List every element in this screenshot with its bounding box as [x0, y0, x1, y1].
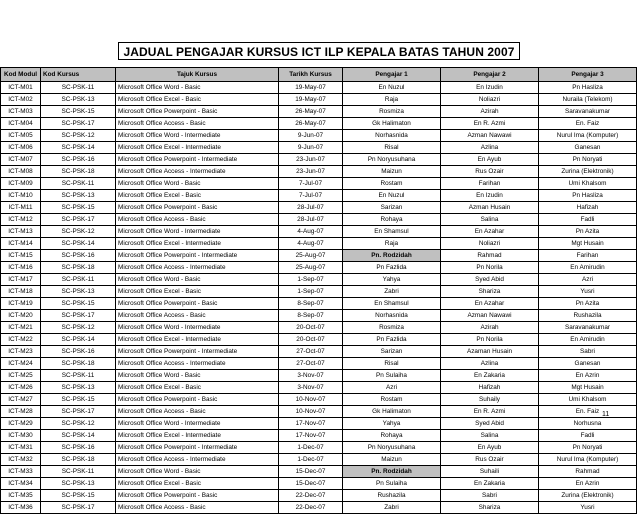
cell-kod-modul: ICT-M36: [1, 502, 41, 514]
cell-pengajar-1: Risal: [343, 142, 441, 154]
cell-tajuk-kursus: Microsoft Office Powerpoint - Basic: [116, 202, 279, 214]
cell-tarikh-kursus: 19-May-07: [279, 94, 343, 106]
cell-pengajar-3: Fadli: [539, 430, 637, 442]
table-row: [1, 226, 637, 238]
cell-pengajar-2: En Izudin: [441, 82, 539, 94]
cell-pengajar-3: Azri: [539, 274, 637, 286]
cell-pengajar-1: Rosmiza: [343, 106, 441, 118]
cell-kod-modul: ICT-M04: [1, 118, 41, 130]
cell-pengajar-3: Rushazila: [539, 310, 637, 322]
cell-pengajar-3: Umi Khalsom: [539, 394, 637, 406]
cell-tajuk-kursus: Microsoft Office Powerpoint - Basic: [116, 106, 279, 118]
cell-pengajar-1: Yahya: [343, 418, 441, 430]
cell-pengajar-1: Rushazila: [343, 490, 441, 502]
table-row: [1, 130, 637, 142]
cell-kod-kursus: SC-PSK-11: [41, 466, 116, 478]
cell-kod-kursus: SC-PSK-16: [41, 154, 116, 166]
cell-tarikh-kursus: 7-Jul-07: [279, 190, 343, 202]
cell-kod-modul: ICT-M18: [1, 286, 41, 298]
cell-tajuk-kursus: Microsoft Office Word - Intermediate: [116, 226, 279, 238]
cell-tajuk-kursus: Microsoft Office Access - Basic: [116, 310, 279, 322]
document-title: JADUAL PENGAJAR KURSUS ICT ILP KEPALA BATAS TAHUN 2007: [118, 42, 520, 60]
cell-pengajar-2: Azlina: [441, 358, 539, 370]
cell-tarikh-kursus: 25-Aug-07: [279, 262, 343, 274]
cell-kod-modul: ICT-M34: [1, 478, 41, 490]
cell-tajuk-kursus: Microsoft Office Access - Basic: [116, 502, 279, 514]
cell-pengajar-1: Yahya: [343, 274, 441, 286]
cell-kod-modul: ICT-M35: [1, 490, 41, 502]
cell-tajuk-kursus: Microsoft Office Access - Intermediate: [116, 358, 279, 370]
cell-kod-kursus: SC-PSK-18: [41, 166, 116, 178]
cell-kod-modul: ICT-M24: [1, 358, 41, 370]
cell-tajuk-kursus: Microsoft Office Excel - Intermediate: [116, 142, 279, 154]
cell-kod-kursus: SC-PSK-13: [41, 190, 116, 202]
cell-tajuk-kursus: Microsoft Office Word - Intermediate: [116, 322, 279, 334]
cell-pengajar-3: Pn Hasliza: [539, 190, 637, 202]
cell-kod-kursus: SC-PSK-14: [41, 430, 116, 442]
cell-pengajar-3: Hafizah: [539, 202, 637, 214]
page-number: 11: [602, 411, 610, 418]
cell-kod-kursus: SC-PSK-14: [41, 334, 116, 346]
cell-kod-modul: ICT-M10: [1, 190, 41, 202]
table-row: [1, 406, 637, 418]
cell-pengajar-1: Pn Sulaiha: [343, 478, 441, 490]
table-row: [1, 322, 637, 334]
cell-pengajar-1: Azri: [343, 382, 441, 394]
col-header-pengajar-1: Pengajar 1: [343, 68, 441, 82]
table-row: [1, 298, 637, 310]
cell-tarikh-kursus: 4-Aug-07: [279, 238, 343, 250]
cell-tarikh-kursus: 27-Oct-07: [279, 358, 343, 370]
cell-tarikh-kursus: 17-Nov-07: [279, 430, 343, 442]
table-row: [1, 466, 637, 478]
cell-kod-modul: ICT-M02: [1, 94, 41, 106]
cell-kod-kursus: SC-PSK-12: [41, 418, 116, 430]
cell-kod-modul: ICT-M01: [1, 82, 41, 94]
cell-pengajar-1: En Nuzul: [343, 190, 441, 202]
cell-pengajar-1: En Shamsul: [343, 298, 441, 310]
table-row: [1, 274, 637, 286]
cell-tajuk-kursus: Microsoft Office Excel - Basic: [116, 286, 279, 298]
table-row: [1, 190, 637, 202]
cell-pengajar-2: En Azahar: [441, 298, 539, 310]
cell-pengajar-1: Maizun: [343, 454, 441, 466]
cell-pengajar-2: Syed Abid: [441, 274, 539, 286]
cell-tajuk-kursus: Microsoft Office Access - Intermediate: [116, 166, 279, 178]
cell-pengajar-3: En Azrin: [539, 478, 637, 490]
cell-pengajar-3: Mgt Husain: [539, 382, 637, 394]
cell-tajuk-kursus: Microsoft Office Word - Intermediate: [116, 418, 279, 430]
cell-pengajar-2: Suhaily: [441, 394, 539, 406]
table-header-row: [1, 68, 637, 82]
cell-tajuk-kursus: Microsoft Office Access - Basic: [116, 214, 279, 226]
cell-pengajar-3: Rahmad: [539, 466, 637, 478]
cell-kod-kursus: SC-PSK-18: [41, 262, 116, 274]
cell-pengajar-3: En. Faiz: [539, 406, 637, 418]
table-row: [1, 202, 637, 214]
cell-tarikh-kursus: 10-Nov-07: [279, 406, 343, 418]
cell-tarikh-kursus: 22-Dec-07: [279, 490, 343, 502]
cell-kod-kursus: SC-PSK-11: [41, 274, 116, 286]
cell-tarikh-kursus: 10-Nov-07: [279, 394, 343, 406]
cell-tarikh-kursus: 17-Nov-07: [279, 418, 343, 430]
cell-pengajar-1: Gk Halimaton: [343, 118, 441, 130]
cell-kod-modul: ICT-M07: [1, 154, 41, 166]
cell-tajuk-kursus: Microsoft Office Excel - Intermediate: [116, 334, 279, 346]
cell-pengajar-3: Ganesan: [539, 358, 637, 370]
cell-kod-kursus: SC-PSK-14: [41, 238, 116, 250]
cell-pengajar-3: Norhusna: [539, 418, 637, 430]
cell-pengajar-1: Norhasnida: [343, 130, 441, 142]
cell-tajuk-kursus: Microsoft Office Access - Intermediate: [116, 454, 279, 466]
cell-kod-modul: ICT-M22: [1, 334, 41, 346]
cell-pengajar-1: Risal: [343, 358, 441, 370]
cell-pengajar-1: En Shamsul: [343, 226, 441, 238]
cell-pengajar-2: Azman Nawawi: [441, 310, 539, 322]
cell-pengajar-3: En. Faiz: [539, 118, 637, 130]
cell-kod-kursus: SC-PSK-17: [41, 502, 116, 514]
cell-tarikh-kursus: 1-Sep-07: [279, 286, 343, 298]
cell-pengajar-1: Norhasnida: [343, 310, 441, 322]
cell-pengajar-3: Umi Khalsom: [539, 178, 637, 190]
cell-kod-modul: ICT-M12: [1, 214, 41, 226]
cell-pengajar-1: Pn Noryusuhana: [343, 154, 441, 166]
cell-tarikh-kursus: 28-Jul-07: [279, 202, 343, 214]
table-row: [1, 118, 637, 130]
table-row: [1, 502, 637, 514]
schedule-table: [0, 67, 637, 514]
table-row: [1, 178, 637, 190]
cell-tarikh-kursus: 22-Dec-07: [279, 502, 343, 514]
cell-tajuk-kursus: Microsoft Office Powerpoint - Intermediate: [116, 442, 279, 454]
cell-pengajar-2: En Ayub: [441, 154, 539, 166]
cell-pengajar-3: Yusri: [539, 286, 637, 298]
cell-pengajar-3: Saravanakumar: [539, 106, 637, 118]
cell-pengajar-2: En Zakaria: [441, 370, 539, 382]
cell-tarikh-kursus: 26-May-07: [279, 118, 343, 130]
cell-kod-kursus: SC-PSK-11: [41, 178, 116, 190]
cell-pengajar-3: Mgt Husain: [539, 238, 637, 250]
cell-pengajar-3: Yusri: [539, 502, 637, 514]
cell-pengajar-1: Pn Fazlida: [343, 334, 441, 346]
cell-pengajar-1: Pn Fazlida: [343, 262, 441, 274]
cell-pengajar-1: Rosmiza: [343, 322, 441, 334]
cell-tarikh-kursus: 26-May-07: [279, 106, 343, 118]
cell-pengajar-2: En Ayub: [441, 442, 539, 454]
cell-pengajar-1: Pn Sulaiha: [343, 370, 441, 382]
cell-pengajar-1: Raja: [343, 238, 441, 250]
table-row: [1, 394, 637, 406]
cell-pengajar-1: Rostam: [343, 178, 441, 190]
cell-pengajar-2: En Zakaria: [441, 478, 539, 490]
cell-tarikh-kursus: 8-Sep-07: [279, 310, 343, 322]
cell-pengajar-2: Pn Norila: [441, 334, 539, 346]
cell-pengajar-1: Pn Noryusuhana: [343, 442, 441, 454]
cell-kod-kursus: SC-PSK-15: [41, 490, 116, 502]
cell-kod-modul: ICT-M16: [1, 262, 41, 274]
cell-pengajar-1: Maizun: [343, 166, 441, 178]
table-row: [1, 334, 637, 346]
cell-kod-kursus: SC-PSK-13: [41, 286, 116, 298]
cell-tajuk-kursus: Microsoft Office Access - Basic: [116, 118, 279, 130]
cell-tarikh-kursus: 28-Jul-07: [279, 214, 343, 226]
cell-pengajar-1: Gk Halimaton: [343, 406, 441, 418]
cell-pengajar-2: Suhaili: [441, 466, 539, 478]
cell-tarikh-kursus: 9-Jun-07: [279, 130, 343, 142]
cell-pengajar-2: En Azahar: [441, 226, 539, 238]
col-header-pengajar-2: Pengajar 2: [441, 68, 539, 82]
cell-tarikh-kursus: 19-May-07: [279, 82, 343, 94]
cell-pengajar-2: En Izudin: [441, 190, 539, 202]
cell-kod-kursus: SC-PSK-15: [41, 202, 116, 214]
cell-kod-kursus: SC-PSK-17: [41, 406, 116, 418]
cell-pengajar-3: Nuraila (Telekom): [539, 94, 637, 106]
cell-kod-modul: ICT-M15: [1, 250, 41, 262]
cell-pengajar-2: Azlina: [441, 142, 539, 154]
cell-kod-kursus: SC-PSK-12: [41, 322, 116, 334]
cell-tajuk-kursus: Microsoft Office Excel - Intermediate: [116, 238, 279, 250]
cell-pengajar-2: Shariza: [441, 502, 539, 514]
cell-tarikh-kursus: 1-Dec-07: [279, 454, 343, 466]
cell-kod-modul: ICT-M28: [1, 406, 41, 418]
table-row: [1, 346, 637, 358]
table-row: [1, 238, 637, 250]
cell-kod-modul: ICT-M29: [1, 418, 41, 430]
cell-pengajar-1: Sarizan: [343, 346, 441, 358]
col-header-tajuk-kursus: Tajuk Kursus: [116, 68, 279, 82]
cell-pengajar-3: Fadli: [539, 214, 637, 226]
col-header-kod-modul: Kod Modul: [1, 68, 41, 82]
cell-pengajar-1: Rostam: [343, 394, 441, 406]
cell-pengajar-2: Hafizah: [441, 382, 539, 394]
cell-pengajar-3: Pn Azita: [539, 298, 637, 310]
table-row: [1, 262, 637, 274]
cell-pengajar-3: Pn Noryati: [539, 154, 637, 166]
cell-kod-modul: ICT-M06: [1, 142, 41, 154]
cell-tajuk-kursus: Microsoft Office Word - Basic: [116, 274, 279, 286]
cell-kod-kursus: SC-PSK-17: [41, 118, 116, 130]
table-row: [1, 430, 637, 442]
cell-tarikh-kursus: 3-Nov-07: [279, 370, 343, 382]
cell-tarikh-kursus: 27-Oct-07: [279, 346, 343, 358]
cell-pengajar-3: Zurina (Elektronik): [539, 166, 637, 178]
table-row: [1, 382, 637, 394]
cell-tarikh-kursus: 20-Oct-07: [279, 334, 343, 346]
cell-tarikh-kursus: 20-Oct-07: [279, 322, 343, 334]
cell-tajuk-kursus: Microsoft Office Word - Basic: [116, 466, 279, 478]
cell-kod-kursus: SC-PSK-12: [41, 226, 116, 238]
cell-pengajar-1: En Nuzul: [343, 82, 441, 94]
cell-pengajar-1: Zabri: [343, 286, 441, 298]
table-row: [1, 250, 637, 262]
cell-tarikh-kursus: 1-Dec-07: [279, 442, 343, 454]
table-row: [1, 310, 637, 322]
col-header-kod-kursus: Kod Kursus: [41, 68, 116, 82]
cell-kod-kursus: SC-PSK-13: [41, 478, 116, 490]
cell-tarikh-kursus: 8-Sep-07: [279, 298, 343, 310]
cell-pengajar-1: Sarizan: [343, 202, 441, 214]
table-row: [1, 166, 637, 178]
table-row: [1, 94, 637, 106]
cell-tajuk-kursus: Microsoft Office Word - Basic: [116, 370, 279, 382]
cell-tajuk-kursus: Microsoft Office Excel - Intermediate: [116, 430, 279, 442]
cell-kod-modul: ICT-M21: [1, 322, 41, 334]
cell-kod-kursus: SC-PSK-14: [41, 142, 116, 154]
table-row: [1, 358, 637, 370]
cell-pengajar-2: Rus Ozair: [441, 166, 539, 178]
cell-kod-kursus: SC-PSK-11: [41, 370, 116, 382]
cell-kod-modul: ICT-M08: [1, 166, 41, 178]
cell-kod-kursus: SC-PSK-18: [41, 358, 116, 370]
cell-kod-modul: ICT-M14: [1, 238, 41, 250]
cell-pengajar-2: Azman Husain: [441, 202, 539, 214]
cell-pengajar-3: En Amirudin: [539, 262, 637, 274]
table-row: [1, 370, 637, 382]
cell-pengajar-1: Rohaya: [343, 430, 441, 442]
cell-kod-modul: ICT-M23: [1, 346, 41, 358]
cell-kod-kursus: SC-PSK-17: [41, 214, 116, 226]
cell-tarikh-kursus: 9-Jun-07: [279, 142, 343, 154]
cell-pengajar-1: Pn. Rodzidah: [343, 466, 441, 478]
table-row: [1, 82, 637, 94]
cell-kod-kursus: SC-PSK-17: [41, 310, 116, 322]
cell-kod-modul: ICT-M09: [1, 178, 41, 190]
cell-pengajar-2: Azirah: [441, 322, 539, 334]
cell-pengajar-3: En Azrin: [539, 370, 637, 382]
cell-tarikh-kursus: 1-Sep-07: [279, 274, 343, 286]
table-row: [1, 286, 637, 298]
cell-kod-kursus: SC-PSK-11: [41, 82, 116, 94]
cell-tajuk-kursus: Microsoft Office Word - Basic: [116, 178, 279, 190]
cell-pengajar-1: Pn. Rodzidah: [343, 250, 441, 262]
cell-tajuk-kursus: Microsoft Office Excel - Basic: [116, 190, 279, 202]
cell-tarikh-kursus: 4-Aug-07: [279, 226, 343, 238]
cell-tarikh-kursus: 15-Dec-07: [279, 466, 343, 478]
cell-kod-kursus: SC-PSK-15: [41, 298, 116, 310]
table-row: [1, 478, 637, 490]
table-row: [1, 142, 637, 154]
cell-tarikh-kursus: 25-Aug-07: [279, 250, 343, 262]
cell-kod-kursus: SC-PSK-13: [41, 94, 116, 106]
cell-pengajar-3: Farihan: [539, 250, 637, 262]
cell-tajuk-kursus: Microsoft Office Excel - Basic: [116, 478, 279, 490]
cell-tarikh-kursus: 15-Dec-07: [279, 478, 343, 490]
cell-pengajar-3: Pn Noryati: [539, 442, 637, 454]
cell-tajuk-kursus: Microsoft Office Access - Basic: [116, 406, 279, 418]
cell-pengajar-2: Farihan: [441, 178, 539, 190]
col-header-pengajar-3: Pengajar 3: [539, 68, 637, 82]
cell-pengajar-2: Noliazri: [441, 94, 539, 106]
cell-pengajar-2: Salina: [441, 430, 539, 442]
cell-tarikh-kursus: 3-Nov-07: [279, 382, 343, 394]
cell-tarikh-kursus: 7-Jul-07: [279, 178, 343, 190]
cell-pengajar-2: Syed Abid: [441, 418, 539, 430]
cell-pengajar-2: Azman Nawawi: [441, 130, 539, 142]
cell-pengajar-3: Zurina (Elektronik): [539, 490, 637, 502]
cell-pengajar-3: Sabri: [539, 346, 637, 358]
cell-tajuk-kursus: Microsoft Office Powerpoint - Basic: [116, 394, 279, 406]
cell-pengajar-3: Nurul Ima (Komputer): [539, 130, 637, 142]
cell-pengajar-2: Rus Ozair: [441, 454, 539, 466]
cell-kod-modul: ICT-M30: [1, 430, 41, 442]
cell-kod-kursus: SC-PSK-12: [41, 130, 116, 142]
cell-kod-kursus: SC-PSK-15: [41, 394, 116, 406]
cell-tajuk-kursus: Microsoft Office Excel - Basic: [116, 382, 279, 394]
cell-kod-modul: ICT-M25: [1, 370, 41, 382]
cell-pengajar-2: Shariza: [441, 286, 539, 298]
cell-pengajar-2: En R. Azmi: [441, 406, 539, 418]
cell-kod-modul: ICT-M05: [1, 130, 41, 142]
cell-kod-kursus: SC-PSK-18: [41, 454, 116, 466]
cell-tajuk-kursus: Microsoft Office Powerpoint - Intermediate: [116, 154, 279, 166]
cell-kod-modul: ICT-M11: [1, 202, 41, 214]
cell-pengajar-1: Zabri: [343, 502, 441, 514]
cell-kod-modul: ICT-M17: [1, 274, 41, 286]
cell-tajuk-kursus: Microsoft Office Powerpoint - Intermediate: [116, 346, 279, 358]
cell-tajuk-kursus: Microsoft Office Powerpoint - Basic: [116, 490, 279, 502]
cell-tajuk-kursus: Microsoft Office Excel - Basic: [116, 94, 279, 106]
cell-pengajar-2: Noliazri: [441, 238, 539, 250]
cell-pengajar-2: Rahmad: [441, 250, 539, 262]
cell-pengajar-3: Nurul Ima (Komputer): [539, 454, 637, 466]
cell-pengajar-3: Pn Hasliza: [539, 82, 637, 94]
cell-pengajar-2: Pn Norila: [441, 262, 539, 274]
cell-kod-kursus: SC-PSK-16: [41, 442, 116, 454]
cell-kod-modul: ICT-M19: [1, 298, 41, 310]
cell-pengajar-1: Rohaya: [343, 214, 441, 226]
cell-kod-modul: ICT-M33: [1, 466, 41, 478]
cell-tajuk-kursus: Microsoft Office Word - Intermediate: [116, 130, 279, 142]
table-row: [1, 214, 637, 226]
cell-pengajar-3: Ganesan: [539, 142, 637, 154]
cell-kod-kursus: SC-PSK-15: [41, 106, 116, 118]
col-header-tarikh-kursus: Tarikh Kursus: [279, 68, 343, 82]
cell-tajuk-kursus: Microsoft Office Access - Intermediate: [116, 262, 279, 274]
cell-pengajar-2: Salina: [441, 214, 539, 226]
cell-pengajar-2: Sabri: [441, 490, 539, 502]
cell-tajuk-kursus: Microsoft Office Powerpoint - Basic: [116, 298, 279, 310]
cell-kod-modul: ICT-M03: [1, 106, 41, 118]
cell-pengajar-2: En R. Azmi: [441, 118, 539, 130]
cell-tajuk-kursus: Microsoft Office Powerpoint - Intermediate: [116, 250, 279, 262]
cell-kod-modul: ICT-M13: [1, 226, 41, 238]
cell-kod-modul: ICT-M20: [1, 310, 41, 322]
cell-tarikh-kursus: 23-Jun-07: [279, 154, 343, 166]
cell-pengajar-3: Saravanakumar: [539, 322, 637, 334]
cell-tajuk-kursus: Microsoft Office Word - Basic: [116, 82, 279, 94]
table-row: [1, 454, 637, 466]
cell-kod-modul: ICT-M32: [1, 454, 41, 466]
cell-pengajar-2: Azirah: [441, 106, 539, 118]
table-row: [1, 490, 637, 502]
table-row: [1, 418, 637, 430]
cell-pengajar-3: Pn Azita: [539, 226, 637, 238]
table-row: [1, 106, 637, 118]
cell-kod-kursus: SC-PSK-13: [41, 382, 116, 394]
cell-pengajar-2: Azaman Husain: [441, 346, 539, 358]
cell-kod-modul: ICT-M27: [1, 394, 41, 406]
cell-kod-modul: ICT-M31: [1, 442, 41, 454]
table-row: [1, 154, 637, 166]
cell-tarikh-kursus: 23-Jun-07: [279, 166, 343, 178]
cell-kod-kursus: SC-PSK-16: [41, 250, 116, 262]
cell-pengajar-1: Raja: [343, 94, 441, 106]
cell-pengajar-3: En Amirudin: [539, 334, 637, 346]
cell-kod-modul: ICT-M26: [1, 382, 41, 394]
cell-kod-kursus: SC-PSK-16: [41, 346, 116, 358]
